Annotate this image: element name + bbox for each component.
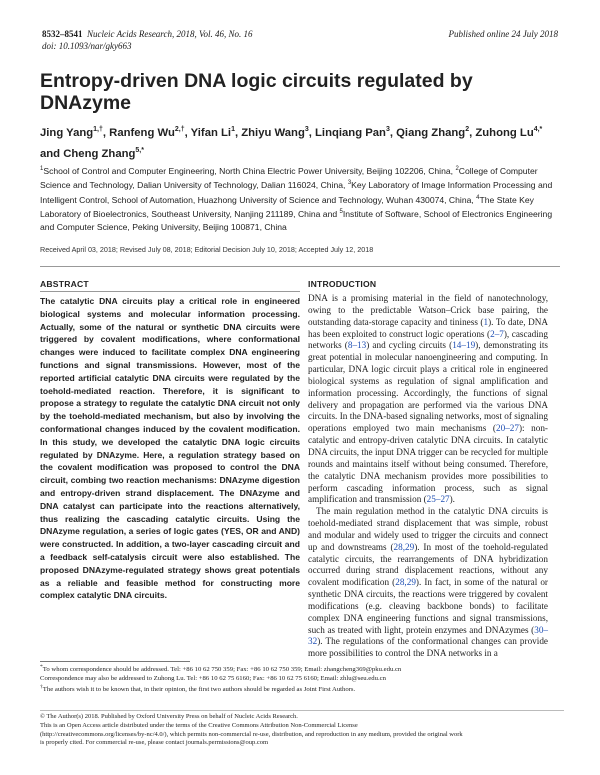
copyright-line: © The Author(s) 2018. Published by Oxford University Press on behalf of Nucleic Acids Research. [40,713,298,720]
affil-number: 2 [455,166,459,172]
author: Ranfeng Wu [109,126,175,139]
footnote-joint-authors [40,683,564,694]
citation-link[interactable]: 20–27 [496,423,519,434]
paper-title: Entropy-driven DNA logic circuits regulated by DNAzyme [40,70,473,114]
author-list: Jing Yang$^{1,\dagger}$, Ranfeng $Wu^{2,\dagger}$, Yifan Li$^1$, Zhiyu Wang$^3$, Linqiang Pan$^3$, Qiang Zhang$^2$, Zuhong $Lu^{4,*}$ and Cheng Zhang$^{5,*}$ [40,126,543,160]
citation-link[interactable]: 14–19 [452,340,476,351]
copyright-rule [40,710,564,711]
affiliation: College of Computer Science and Technology, Dalian University of Technology, Dalian 116024, China, [40,165,538,191]
citation-link[interactable]: 30–32 [308,624,548,647]
author: Zhiyu Wang [241,126,305,139]
intro-text: ). In most of the toehold-regulated catalytic circuits, the rearrangements of DNA hybridization occurred during strand displacement reactions, without any covalent modification ( [308,541,548,588]
section-divider [40,266,560,267]
copyright-block [40,713,564,748]
citation-link[interactable]: 28,29 [393,541,415,552]
abstract-rule [40,291,300,292]
editorial-dates: Received April 03, 2018; Revised July 08, 2018; Editorial Decision July 10, 2018; Accepted July 12, 2018 [40,245,374,254]
footnote-correspondence [40,663,564,674]
author-affil: 1 [231,126,235,133]
author-conjunction: and [40,147,61,160]
author: Linqiang Pan [315,126,386,139]
abstract-heading: ABSTRACT [40,279,89,289]
intro-text: ). To date, DNA has been exploited to construct logic operations ( [308,316,548,339]
citation-link[interactable]: 28,29 [395,577,416,588]
running-header-left [42,29,252,39]
author: Qiang Zhang [396,126,466,139]
footnote-correspondence-2: Correspondence may also be addressed to Zuhong Lu. Tel: +86 10 62 75 6160; Fax: +86 10 62 75 6160; Email: zhlu@seu.edu.cn [40,675,386,683]
footnote-rule [40,661,190,662]
license-line: This is an Open Access article distributed under the terms of the Creative Commons Attribution Non-Commercial License [40,721,358,729]
intro-paragraph-1 [308,293,548,506]
author-affil: 2 [465,126,470,133]
author-affil: 3 [304,126,309,133]
author-affil: 5,* [135,146,144,154]
author-affil: 4,* [533,126,543,133]
intro-text: ) and cycling circuits ( [366,340,453,351]
abstract-text: The catalytic DNA circuits play a critical role in engineered biological systems and molecular information processing. Actually, some of the natural or synthetic DNA circuits were triggered by covalent modifications, where conformational changes were induced to facilitate complex DNA engineering functions and signal transmissions. However, most of the reported artificial catalytic DNA circuits were regulated by the toehold-mediated reaction. Therefore, it is significant to propose a strategy to regulate the catalytic DNA circuit not only by the toehold-mediated mechanism, but also by involving the conformational changes induced by the covalent modification. In this study, we developed the catalytic DNA logic circuits regulated by DNAzyme. Here, a regulation strategy based on the covalent modification was proposed to control the DNA circuit, combing two reaction mechanisms: DNAzyme digestion and entropy-driven strand displacement. The DNAzyme and DNA catalyst can participate into the reactions alternatively, thus realizing the cascading catalytic circuits. Using the DNAzyme regulation, a series of logic gates (YES, OR and AND) were constructed. In addition, a two-layer cascading circuit and a feedback self-catalysis circuit were also established. The proposed DNAzyme-regulated strategy shows great potentials as a reliable and feasible method for constructing more complex catalytic DNA circuits. [40,296,300,601]
intro-text: ), demonstrating its great potential in molecular nanoengineering and computing. In particular, DNA logic circuit plays a critical role in engineered biological systems as regulation of signal amplification and information processing. Accordingly, the functions of signal delivery and propagation are performed via the various DNA circuits. In the DNA-based signaling networks, most of signaling operations employed two main mechanisms ( [308,340,548,434]
author: Cheng Zhang [63,147,136,160]
intro-text: DNA is a promising material in the field of nanotechnology, owing to the predictable Watson–Crick base pairing, the outstanding data-storage capacity and tininess ( [308,293,548,327]
affiliations [40,163,564,233]
license-url-line[interactable]: (http://creativecommons.org/licenses/by-nc/4.0/), which permits non-commercial re-use, distribution, and reproduction in any medium, provided the original work [40,730,463,738]
doi[interactable]: doi: 10.1093/nar/gky663 [42,41,132,51]
footnotes [40,663,564,694]
author-affil: 2,† [174,126,185,133]
page-range: 8532–8541 [42,29,83,39]
footnote-mark: * [40,664,43,670]
intro-paragraph-2 [308,506,548,660]
intro-text: ): non-catalytic and entropy-driven catalytic DNA circuits. In catalytic DNA circuits, the input DNA trigger can be recycled for multiple rounds and maintains itself without being consumed. Therefore, the catalytic DNA mechanism provides more possibilities to perform cascading information process, such as signal amplification and transmission ( [308,423,548,505]
footnote-text: The authors wish it to be known that, in their opinion, the first two authors should be regarded as Joint First Authors. [42,686,356,694]
author-affil: 1,† [93,126,103,133]
affiliation: Key Laboratory of Image Information Processing and Intelligent Control, School of Automation, Huazhong University of Science and Technology, Wuhan 430074, China, [40,180,553,205]
citation-link[interactable]: 2–7 [490,328,504,339]
affil-number: 1 [40,166,44,172]
affil-number: 5 [339,209,343,216]
affil-number: 4 [476,194,480,201]
affiliation: Institute of Software, School of Electronics Engineering and Computer Science, Peking University, Beijing 100871, China [40,209,553,232]
footnote-text: To whom correspondence should be addressed. Tel: +86 10 62 750 359; Fax: +86 10 62 750 359; Email: zhangcheng369@pku.edu.cn [42,666,402,674]
citation-link[interactable]: 1 [483,316,489,327]
affiliation: School of Control and Computer Engineering, North China Electric Power University, Beijing 102206, China, [43,165,454,176]
affil-number: 3 [347,180,352,187]
author: Yifan Li [190,126,232,139]
author-affil: 3 [385,126,390,133]
footnote-mark: † [40,684,43,691]
author: Zuhong Lu [475,126,534,139]
citation-link[interactable]: 25–27 [426,494,450,505]
introduction-body [308,293,548,660]
permissions-line: is properly cited. For commercial re-use, please contact journals.permissions@oup.com [40,739,269,747]
journal-citation: Nucleic Acids Research, 2018, Vol. 46, No. 16 [87,29,253,39]
published-date: Published online 24 July 2018 [448,29,558,39]
author: Jing Yang [40,126,94,139]
affiliation: The State Key Laboratory of Bioelectronics, Southeast University, Nanjing 211189, China and [40,194,534,220]
intro-text: ). In fact, in some of the natural or synthetic DNA circuits, the reactions were triggered by covalent modifications (e.g. cleaving backbone bonds) to facilitate complex DNA engineering functions and signal transmissions, such as treated with light, protein enzymes and DNAzymes ( [308,577,548,635]
intro-text: ), cascading networks ( [308,328,548,351]
intro-text: ). The regulations of the conformational changes can provide more possibilities to control the DNA networks in a [308,636,548,659]
intro-text: ). [449,494,455,505]
introduction-heading: INTRODUCTION [308,279,377,289]
citation-link[interactable]: 8–13 [347,340,367,351]
intro-text: The main regulation method in the catalytic DNA circuits is toehold-mediated strand displacement that was simple, robust and modular and widely used to trigger the circuits and connect up and downstreams ( [308,506,548,552]
